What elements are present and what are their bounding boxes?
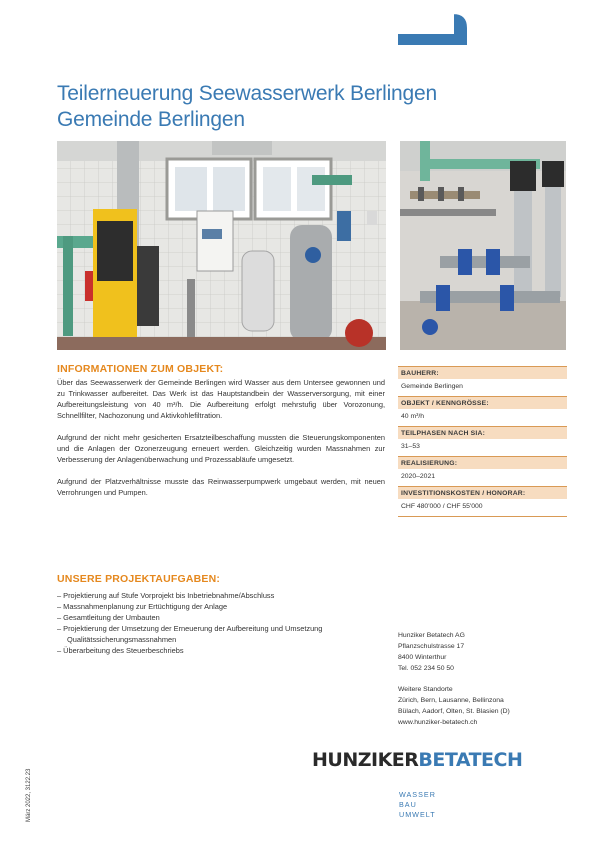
fact-label: INVESTITIONSKOSTEN / HONORAR:: [398, 486, 567, 499]
brand-tagline: [399, 790, 436, 820]
task-item: – Überarbeitung des Steuerbeschriebs: [57, 646, 184, 655]
tagline-line: UMWELT: [399, 810, 436, 819]
fact-value: 40 m³/h: [401, 413, 425, 420]
fact-label: BAUHERR:: [398, 366, 567, 379]
tagline-line: BAU: [399, 800, 417, 809]
spacer: [398, 674, 568, 684]
task-item: – Projektierung der Umsetzung der Erneuerung der Aufbereitung und Umsetzung Qualitätssicherungsmassnahmen: [57, 624, 323, 644]
brand-part-2: BETATECH: [418, 749, 523, 771]
fact-value: 31–53: [401, 443, 420, 450]
brand-logo: [312, 749, 522, 771]
info-paragraph: Aufgrund der Platzverhältnisse musste das Reinwasserpumpwerk umgebaut werden, mit neuen Verrohrungen und Pumpen.: [57, 477, 385, 497]
website-link[interactable]: www.hunziker-betatech.ch: [398, 719, 478, 726]
city: 8400 Winterthur: [398, 654, 447, 661]
street: Pflanzschulstrasse 17: [398, 643, 465, 650]
task-item: – Gesamtleitung der Umbauten: [57, 613, 160, 622]
info-paragraph: Aufgrund der nicht mehr gesicherten Ersatzteilbeschaffung mussten die Steuerungskomponenten und die Anlagen der Ozonerzeugung erneuert werden. Gleichzeitig wurden Massnahmen zur Verbesserung der Anlagenüberwachung und Prozessabläufe umgesetzt.: [57, 433, 385, 464]
info-paragraph: Über das Seewasserwerk der Gemeinde Berlingen wird Wasser aus dem Untersee gewonnen und zu Trinkwasser aufbereitet. Das Werk ist das Hauptstandbein der Wasserversorgung, mit einer Aufbereitungsleistung von 40 m³/h. Die Aufbereitung erfolgt mehrstufig über Vorozonung, Schnellfilter, Nachozonung und Aktivkohlefiltration.: [57, 378, 385, 420]
brand-part-1: HUNZIKER: [312, 749, 419, 771]
locations-line: Bülach, Aadorf, Olten, St. Blasien (D): [398, 708, 510, 715]
fact-label: OBJEKT / KENNGRÖSSE:: [398, 396, 567, 409]
phone: Tel. 052 234 50 50: [398, 665, 454, 672]
pumps-photo: [400, 141, 566, 350]
locations-line: Zürich, Bern, Lausanne, Bellinzona: [398, 697, 504, 704]
logo-mark-icon: [398, 14, 467, 45]
fact-label: REALISIERUNG:: [398, 456, 567, 469]
locations-heading: Weitere Standorte: [398, 686, 453, 693]
title-line-2: Gemeinde Berlingen: [57, 108, 245, 131]
fact-value: Gemeinde Berlingen: [401, 383, 463, 390]
info-heading: INFORMATIONEN ZUM OBJEKT:: [57, 363, 224, 375]
project-facts-table: [398, 366, 567, 517]
info-body: [57, 377, 385, 509]
page-title: [57, 81, 537, 133]
title-line-1: Teilerneuerung Seewasserwerk Berlingen: [57, 82, 437, 105]
fact-value: 2020–2021: [401, 473, 436, 480]
task-item: – Massnahmenplanung zur Ertüchtigung der Anlage: [57, 602, 228, 611]
company-address: [398, 630, 568, 728]
tasks-list: [57, 590, 387, 656]
fact-value: CHF 480'000 / CHF 55'000: [401, 503, 483, 510]
tagline-line: WASSER: [399, 790, 436, 799]
plant-room-photo: [57, 141, 386, 350]
task-item: – Projektierung auf Stufe Vorprojekt bis Inbetriebnahme/Abschluss: [57, 591, 275, 600]
company-name: Hunziker Betatech AG: [398, 632, 465, 639]
facts-divider: [398, 516, 567, 517]
document-date-code: März 2022, 3122.23: [26, 768, 32, 822]
fact-label: TEILPHASEN NACH SIA:: [398, 426, 567, 439]
tasks-heading: UNSERE PROJEKTAUFGABEN:: [57, 573, 221, 585]
